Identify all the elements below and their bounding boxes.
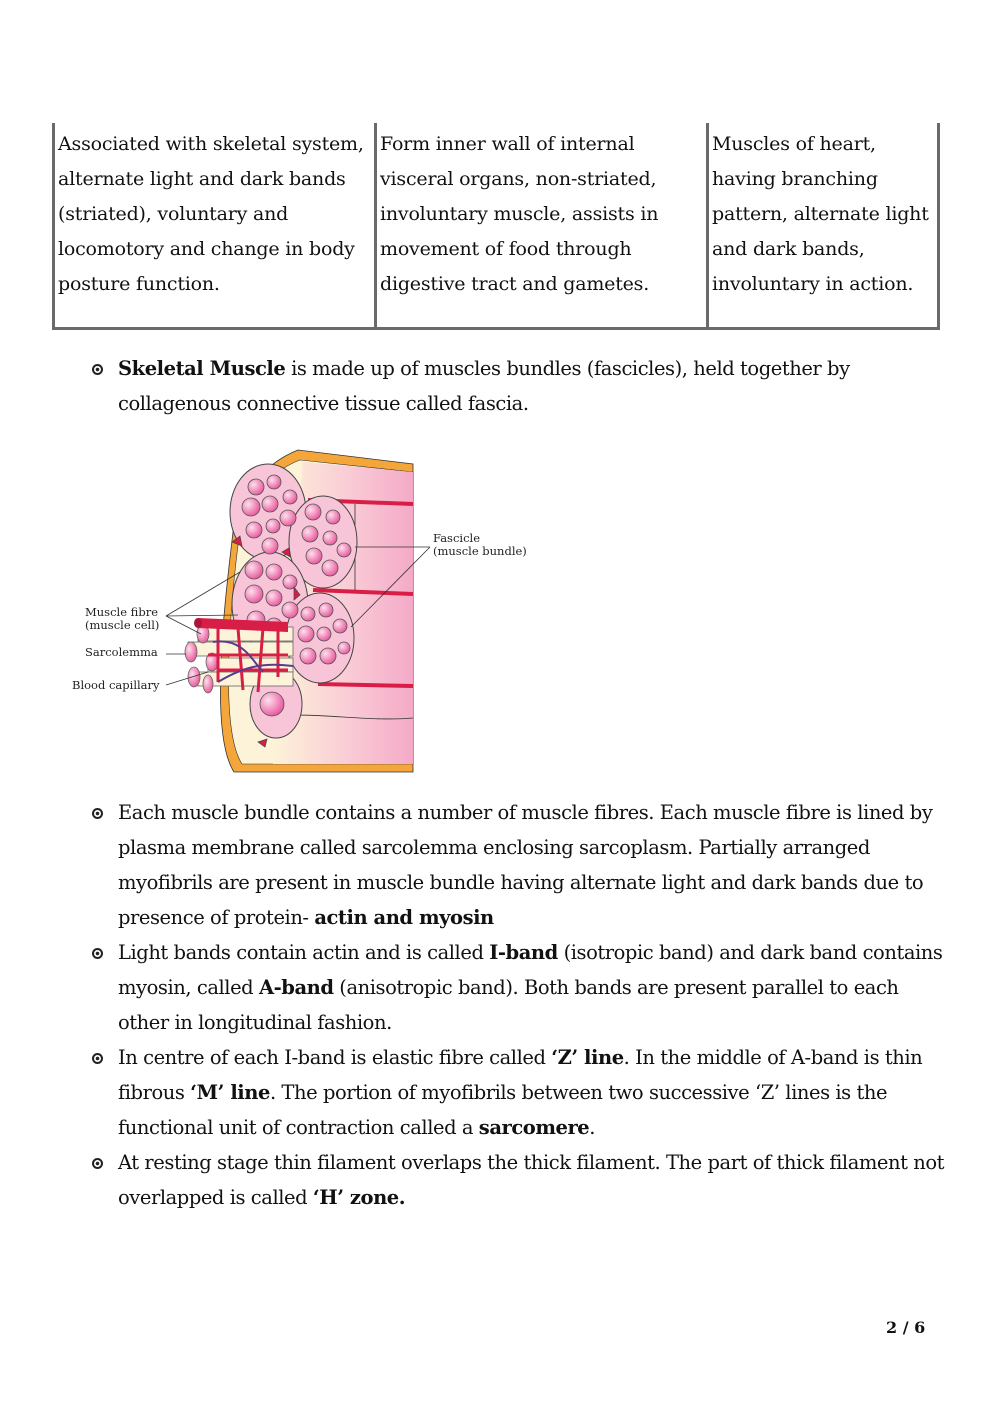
cell-line: visceral organs, non-striated,	[380, 168, 657, 190]
cell-line: movement of food through	[380, 238, 632, 260]
label-fascicle: Fascicle	[433, 531, 480, 545]
bold-term: actin and myosin	[314, 906, 494, 929]
text-run: (anisotropic band). Both bands are present parallel to each other in longitudinal fashion.	[118, 976, 899, 1034]
bold-term: ‘H’ zone.	[312, 1186, 406, 1209]
list-item	[90, 1040, 950, 1145]
table-cell-cardiac	[706, 123, 940, 327]
cell-line: and dark bands,	[712, 238, 865, 260]
bold-term: A-band	[258, 976, 334, 999]
label-muscle-bundle: (muscle bundle)	[433, 544, 527, 558]
cell-line: Form inner wall of internal	[380, 133, 635, 155]
text-run: At resting stage thin filament overlaps the thick filament. The part of thick filament not overlapped is called	[118, 1151, 945, 1209]
bold-term: ‘Z’ line	[551, 1046, 624, 1069]
bullet-icon	[92, 948, 103, 959]
bold-term: sarcomere	[478, 1116, 590, 1139]
list-item	[90, 351, 950, 421]
bold-term: ‘M’ line	[190, 1081, 270, 1104]
list-item	[90, 795, 950, 935]
bullet-list-details	[90, 795, 950, 1215]
cell-line: pattern, alternate light	[712, 203, 929, 225]
text-run: (isotropic band) and dark band contains myosin, called	[118, 941, 943, 999]
list-item	[90, 935, 950, 1040]
cell-line: Associated with skeletal system,	[58, 133, 364, 155]
text-run: . In the middle of A-band is thin fibrous	[118, 1046, 923, 1104]
bullet-icon	[92, 1158, 103, 1169]
text-run: Each muscle bundle contains a number of muscle fibres. Each muscle fibre is lined by plasma membrane called sarcolemma enclosing sarcoplasm. Partially arranged myofibrils are present in muscle bundle having alternate light and dark bands due to presence of protein-	[118, 801, 933, 929]
list-item	[90, 1145, 950, 1215]
bullet-text	[118, 1046, 922, 1139]
bullet-list-intro	[90, 351, 950, 421]
cell-line: Muscles of heart,	[712, 133, 876, 155]
bold-term: I-band	[489, 941, 558, 964]
cell-line: involuntary muscle, assists in	[380, 203, 659, 225]
cell-line: alternate light and dark bands	[58, 168, 346, 190]
page-number: 2 / 6	[886, 1318, 926, 1337]
label-blood-capillary: Blood capillary	[72, 678, 160, 692]
bullet-icon	[92, 364, 103, 375]
label-muscle-cell: (muscle cell)	[85, 618, 160, 632]
bullet-text: collagenous connective tissue called fascia.	[118, 392, 529, 415]
bullet-text	[118, 801, 932, 929]
cell-line: posture function.	[58, 273, 220, 295]
bullet-text: is made up of muscles bundles (fascicles), held together by	[285, 357, 850, 380]
cell-line: locomotory and change in body	[58, 238, 355, 260]
bullet-icon	[92, 808, 103, 819]
text-run: Light bands contain actin and is called	[118, 941, 490, 964]
bullet-text	[118, 941, 942, 1034]
skeletal-muscle-diagram	[58, 442, 548, 777]
cell-line: involuntary in action.	[712, 273, 914, 295]
text-run: In centre of each I-band is elastic fibre called	[118, 1046, 552, 1069]
cell-line: digestive tract and gametes.	[380, 273, 650, 295]
cell-line: having branching	[712, 168, 878, 190]
text-run: .	[589, 1116, 595, 1139]
label-muscle-fibre: Muscle fibre	[85, 605, 158, 619]
table-cell-smooth	[374, 123, 706, 327]
label-sarcolemma: Sarcolemma	[85, 645, 158, 659]
text-run: . The portion of myofibrils between two successive ‘Z’ lines is the functional unit of contraction called a	[118, 1081, 888, 1139]
table-cell-skeletal	[52, 123, 374, 327]
muscle-comparison-table	[52, 123, 940, 330]
bullet-text	[118, 1151, 944, 1209]
cell-line: (striated), voluntary and	[58, 203, 289, 225]
bullet-icon	[92, 1053, 103, 1064]
bold-term: Skeletal Muscle	[118, 357, 286, 380]
